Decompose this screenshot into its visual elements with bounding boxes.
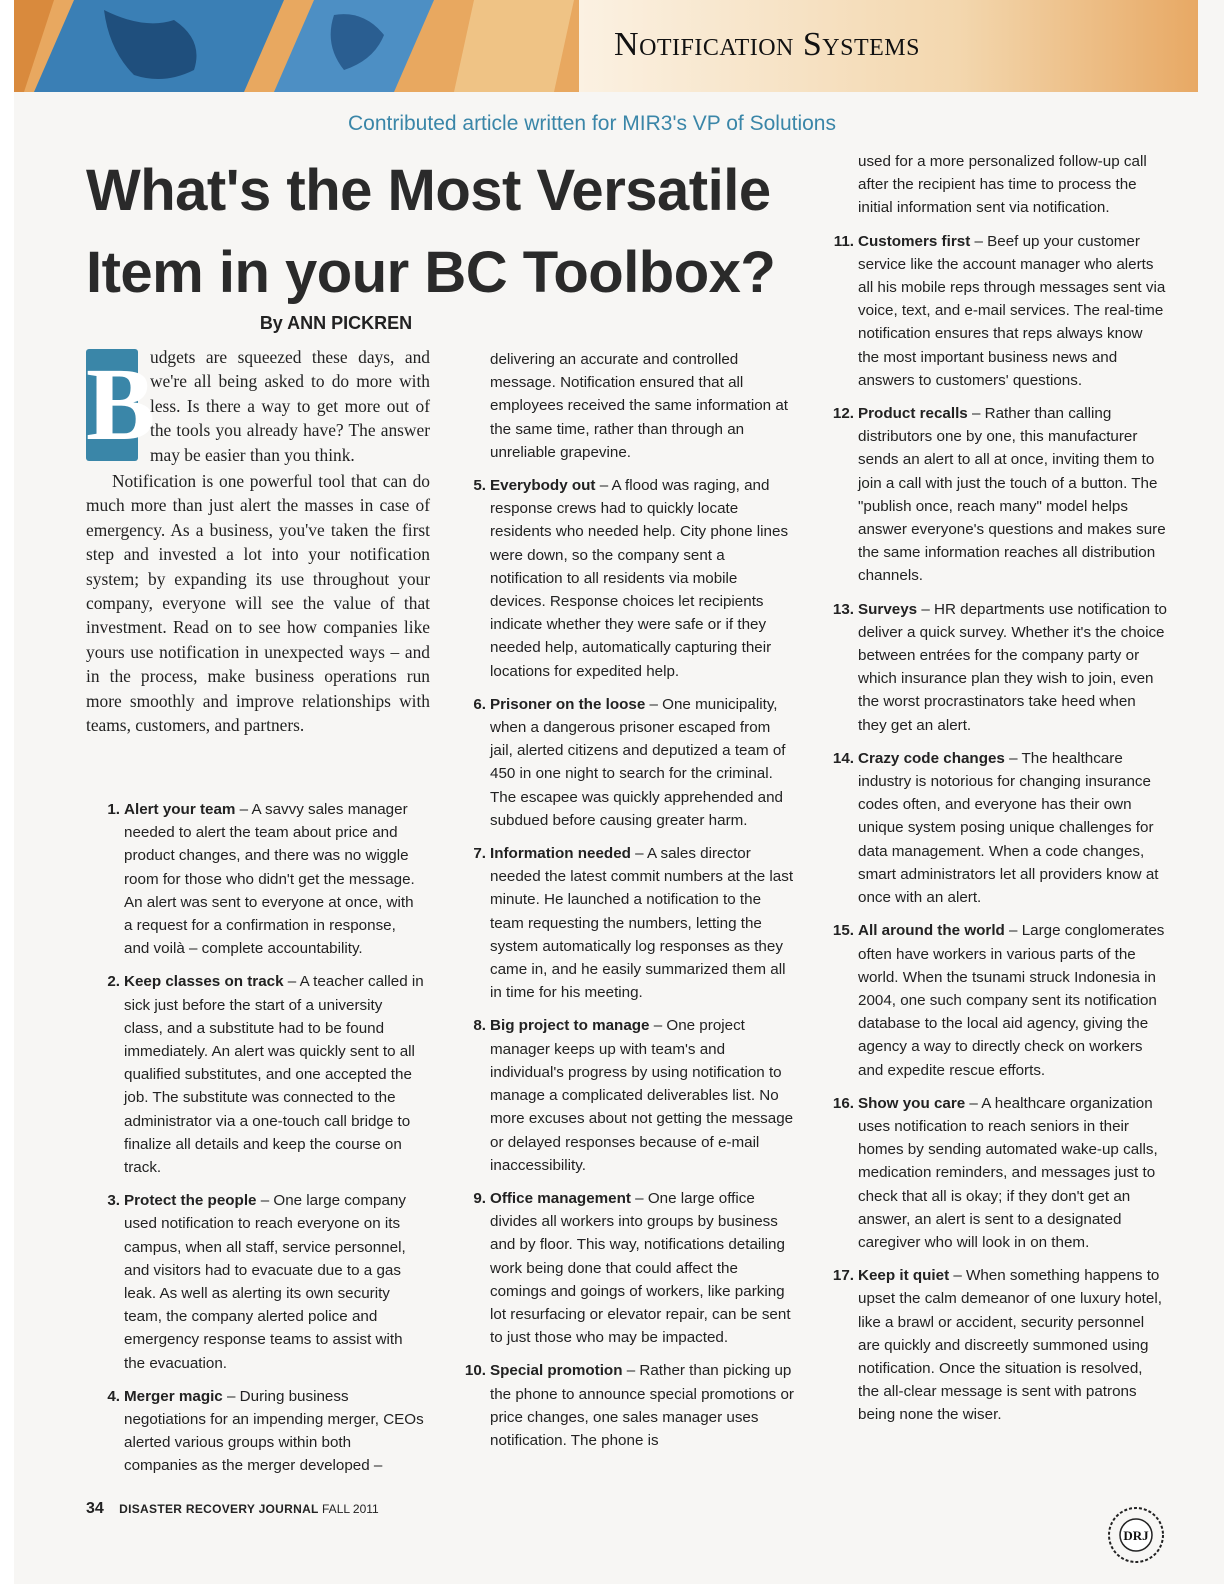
item-title: Product recalls: [858, 405, 968, 423]
item-title: Protect the people: [124, 1192, 257, 1210]
item-title: Alert your team: [124, 801, 236, 818]
list-item: [822, 1092, 1167, 1254]
item-text: – Large conglomerates often have workers in various parts of the world. When the tsunami struck Indonesia in 2004, one such company sent its notification database to the local aid agency, giving the agency a way to directly check on workers and expedite rescue efforts.: [858, 922, 1165, 1079]
item-title: Big project to manage: [490, 1017, 650, 1035]
item-number: 5.: [473, 477, 486, 495]
intro-paragraph-2: Notification is one powerful tool that can do much more than just alert the masses in case of emergency. As a business, you've taken the first step and invested a lot into your notification system; by expanding its use throughout your company, everyone will see the value of that investment. Read on to see how companies like yours use notification in unexpected ways – and in the process, make business operations run more smoothly and improve relationships with teams, customers, and partners.: [86, 471, 430, 736]
list-item: [822, 402, 1167, 588]
title-line-1: What's the Most Versatile: [86, 158, 771, 223]
item-text: – A sales director needed the latest commit numbers at the last minute. He launched a notification to the team requesting the numbers, letting the system automatically log responses as they came in, and he easily summarized them all in time for his meeting.: [490, 845, 794, 1002]
item-number: 1.: [107, 801, 120, 818]
page-number: 34: [86, 1500, 104, 1517]
list-item: [456, 1359, 796, 1452]
list-item: [456, 474, 796, 683]
item-text: – Rather than picking up the phone to announce special promotions or price changes, one sales manager uses notification. The phone is: [490, 1362, 794, 1449]
drop-cap: B: [86, 347, 156, 462]
list-item: [822, 598, 1167, 737]
page-footer: [86, 1500, 379, 1518]
list-item: [90, 798, 425, 960]
item-title: Crazy code changes: [858, 749, 1005, 767]
item-number: 17.: [832, 1267, 854, 1285]
item-text: – A healthcare organization uses notification to reach seniors in their homes by sending automated wake-up calls, medication reminders, and messages just to check that all is okay; if they don't get an answer, an alert is sent to a designated caregiver who will look in on them.: [858, 1094, 1158, 1251]
globe-graphic: [14, 0, 614, 92]
contributor-note: Contributed article written for MIR3's VP of Solutions: [347, 112, 836, 135]
item-text: – Beef up your customer service like the account manager who alerts all his mobile reps through messages sent via voice, text, and e-mail services. The real-time notification ensures that reps always know the most important business news and answers to customers' questions.: [858, 232, 1166, 389]
list-item: [456, 1187, 796, 1349]
item-title: Special promotion: [490, 1362, 623, 1380]
item-number: 2.: [107, 973, 120, 991]
list-item: [456, 842, 796, 1004]
item-number: 6.: [473, 695, 486, 713]
item-text: – HR departments use notification to deliver a quick survey. Whether it's the choice between entrées for the company party or which insurance plan they wish to join, even the worst procrastinators take heed when they get an alert.: [858, 600, 1167, 734]
article-title: [86, 150, 826, 314]
intro-paragraph-1: udgets are squeezed these days, and we're all being asked to do more with less. Is there a way to get more out of the tools you already have? The answer may be easier than you think.: [150, 347, 430, 465]
item-text: – One municipality, when a dangerous prisoner escaped from jail, alerted citizens and deputized a team of 450 in one night to search for the criminal. The escapee was quickly apprehended and subdued before causing greater harm.: [490, 695, 786, 829]
item-text: – When something happens to upset the calm demeanor of one luxury hotel, like a brawl or accident, security personnel are quickly and discreetly summoned using notification. Once the situation is resolved, the all-clear message is sent with patrons being none the wiser.: [858, 1267, 1162, 1424]
list-item: [822, 1264, 1167, 1426]
item-text: – Rather than calling distributors one by one, this manufacturer sends an alert to all at once, inviting them to join a call with just the touch of a button. The "publish once, reach many" model helps answer everyone's questions and makes sure the same information reaches all distribution channels.: [858, 405, 1166, 585]
item-number: 14.: [832, 749, 854, 767]
list-item: [90, 1385, 425, 1478]
item-number: 3.: [107, 1192, 120, 1210]
list-item: [822, 230, 1167, 392]
item-text: – One large office divides all workers into groups by business and by floor. This way, notifications detailing work being done that could affect the comings and goings of workers, like parking lot resurfacing or elevator repair, can be sent to just those who may be impacted.: [490, 1189, 791, 1347]
item-title: Keep classes on track: [124, 973, 284, 991]
item-text: – A savvy sales manager needed to alert the team about price and product changes, and there was no wiggle room for those who didn't get the message. An alert was sent to everyone at once, with a request for a confirmation in response, and voilà – complete accountability.: [124, 801, 415, 958]
item-number: 12.: [832, 405, 854, 423]
page-edge: [0, 0, 14, 1584]
tips-list-column-1: [90, 798, 425, 1488]
item-title: Show you care: [858, 1094, 966, 1112]
section-label: Notification Systems: [614, 26, 920, 63]
item-title: Keep it quiet: [858, 1267, 950, 1285]
tips-list-column-3: [822, 150, 1167, 1437]
list-item: [90, 1189, 425, 1375]
list-item: [90, 970, 425, 1179]
logo-text: DRJ: [1123, 1528, 1149, 1543]
item-title: Prisoner on the loose: [490, 695, 646, 713]
item-text: – One large company used notification to reach everyone on its campus, when all staff, service personnel, and visitors had to evacuate due to a gas leak. As well as alerting its own security team, the company alerted police and emergency response teams to assist with the evacuation.: [124, 1192, 406, 1372]
title-line-2: Item in your BC Toolbox?: [86, 240, 776, 305]
item-number: 11.: [833, 232, 854, 250]
list-item: [822, 919, 1167, 1081]
item-title: Office management: [490, 1189, 631, 1207]
item-title: Everybody out: [490, 477, 596, 495]
item-number: 4.: [107, 1387, 120, 1405]
tips-list-column-2: [456, 348, 796, 1462]
byline: By ANN PICKREN: [259, 313, 413, 333]
item-number: 16.: [832, 1094, 854, 1112]
header-banner: [14, 0, 1198, 92]
item-text: – The healthcare industry is notorious for changing insurance codes often, and everyone has their own unique system posing unique challenges for data management. When a code changes, smart administrators let all providers know at once with an alert.: [858, 749, 1159, 907]
item-title: Surveys: [858, 600, 918, 618]
item-text: – A teacher called in sick just before the start of a university class, and a substitute had to be found immediately. An alert was quickly sent to all qualified substitutes, and one accepted the job. The substitute was connected to the administrator via a one-touch call bridge to finalize all details and keep the course on track.: [124, 973, 424, 1177]
item-text: – During business negotiations for an impending merger, CEOs alerted various groups within both companies as the merger developed –: [124, 1387, 424, 1475]
item-title: Merger magic: [124, 1387, 223, 1405]
item-number: 13.: [832, 600, 854, 618]
item-text: – One project manager keeps up with team's and individual's progress by using notification to manage a complicated deliverables list. No more excuses about not getting the message or delayed responses because of e-mail inaccessibility.: [490, 1017, 794, 1174]
item-number: 8.: [473, 1017, 486, 1035]
intro-column: [86, 345, 430, 740]
list-item: [456, 693, 796, 832]
magazine-name: DISASTER RECOVERY JOURNAL: [119, 1502, 319, 1516]
list-item: [456, 1014, 796, 1176]
item-title: Customers first: [858, 232, 971, 250]
item-title: Information needed: [490, 845, 631, 863]
issue-date: FALL 2011: [322, 1502, 379, 1516]
item-continuation: delivering an accurate and controlled message. Notification ensured that all employees received the same information at the same time, rather than through an unreliable grapevine.: [490, 351, 788, 461]
item-continuation: used for a more personalized follow-up call after the recipient has time to process the initial information sent via notification.: [858, 153, 1147, 217]
drj-logo-icon: [1106, 1505, 1166, 1565]
item-number: 15.: [832, 922, 854, 940]
item-number: 7.: [473, 845, 486, 863]
item-number: 9.: [473, 1189, 486, 1207]
item-number: 10.: [464, 1362, 486, 1380]
list-item: [822, 747, 1167, 909]
item-title: All around the world: [858, 922, 1005, 940]
item-text: – A flood was raging, and response crews had to quickly locate residents who needed help. City phone lines were down, so the company sent a notification to all residents via mobile devices. Response choices let recipients indicate whether they were safe or if they needed help, automatically capturing their locations for expedited help.: [490, 477, 789, 680]
